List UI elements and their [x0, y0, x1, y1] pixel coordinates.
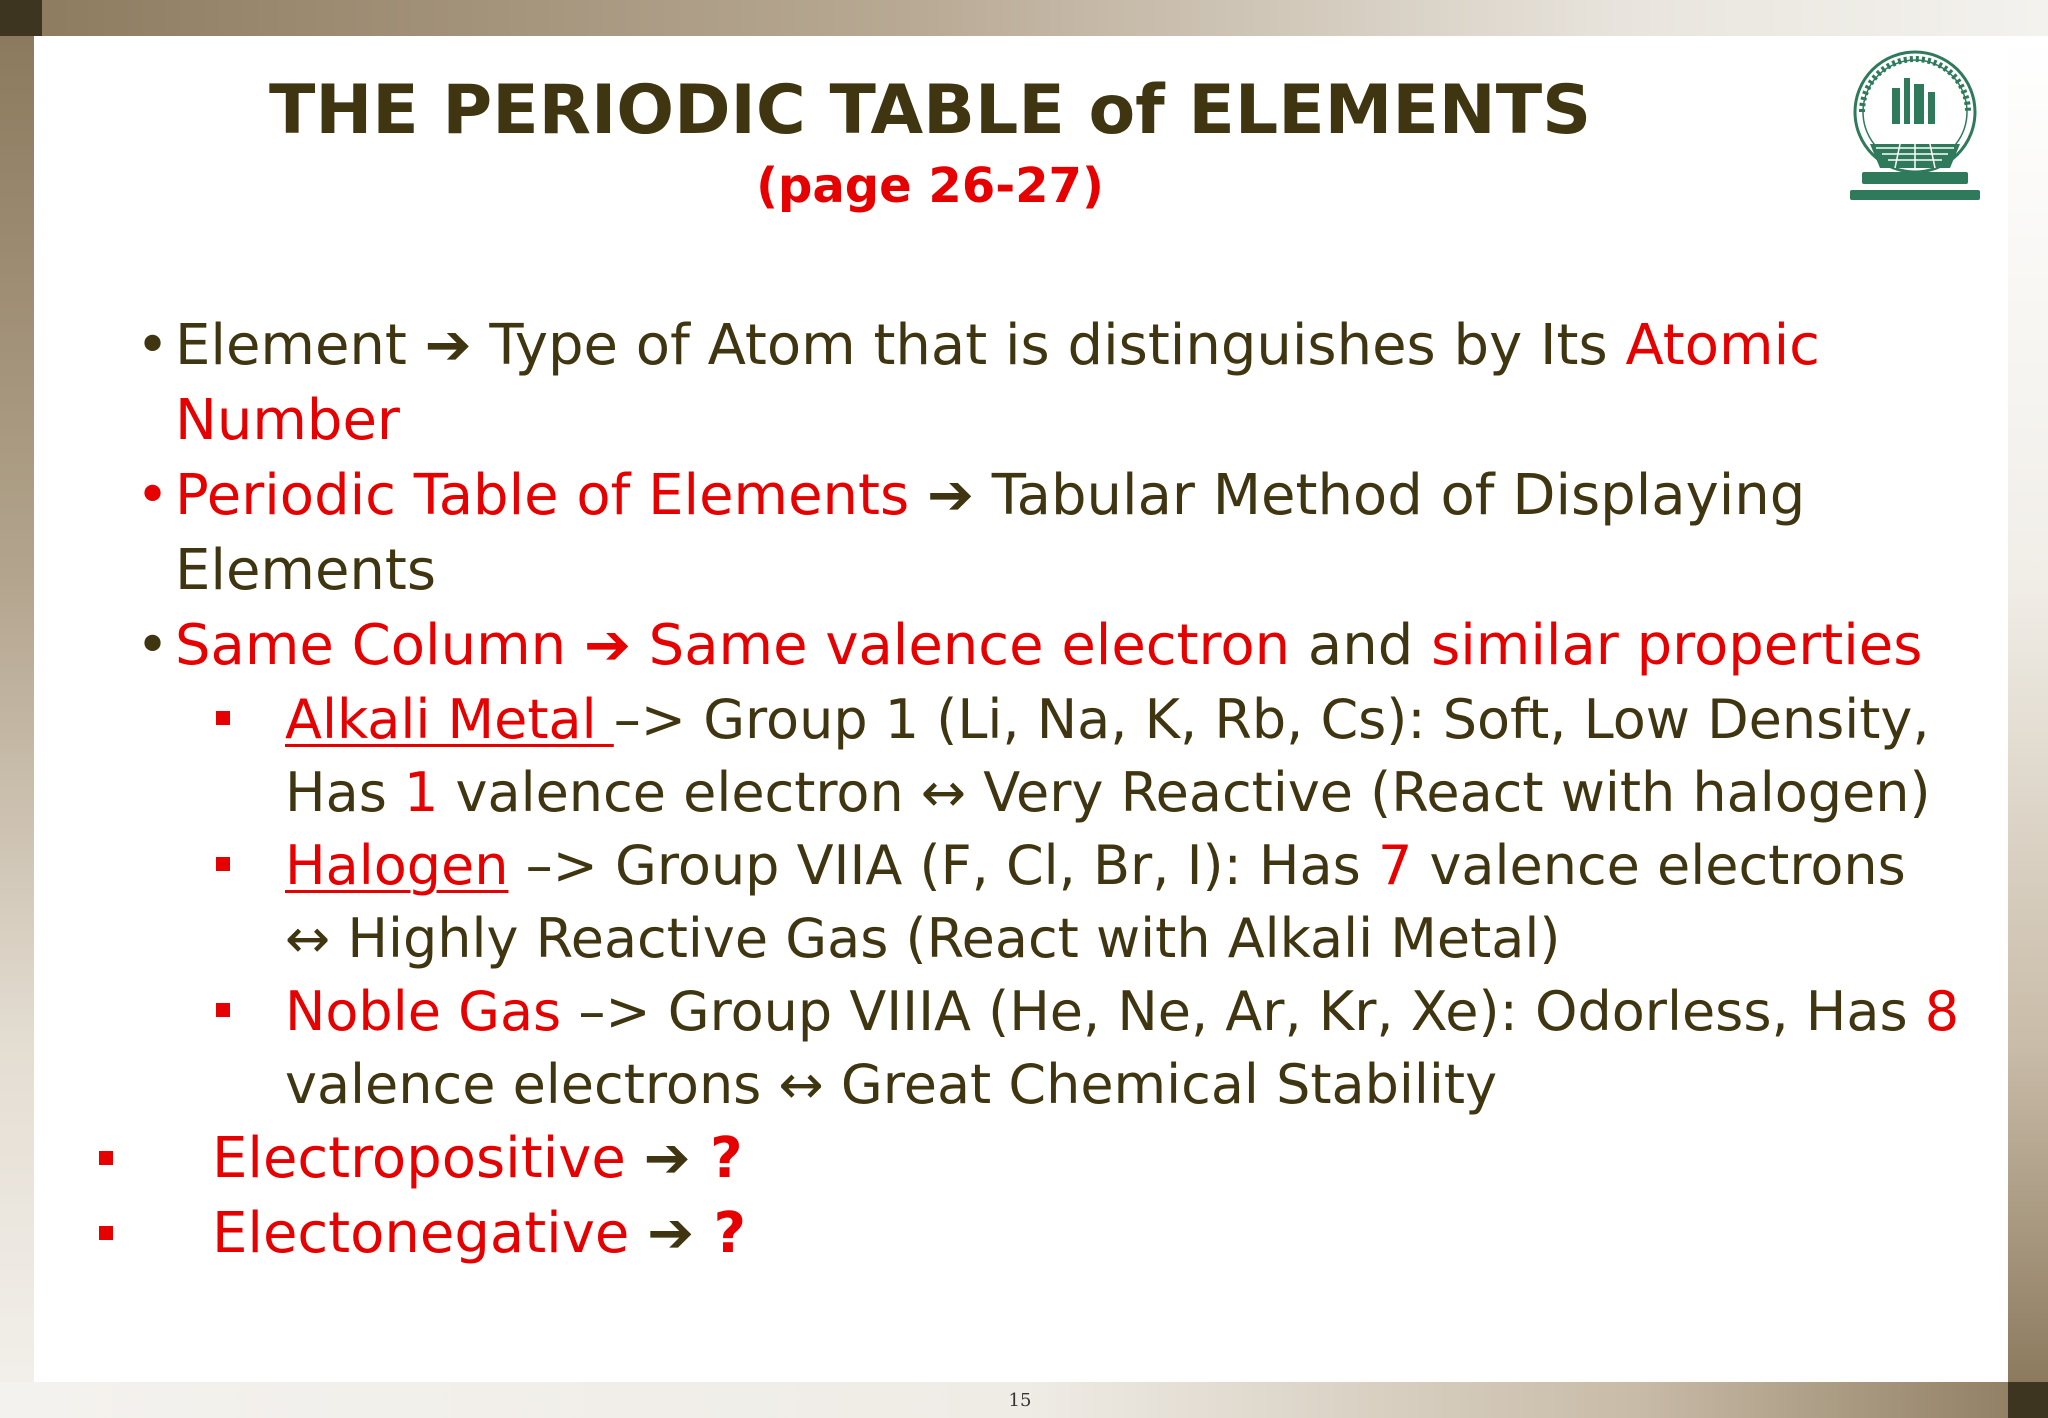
page-number: 15: [1008, 1390, 1032, 1411]
sub-bullet-text: valence electron: [438, 761, 921, 824]
bullet-text: Type of Atom that is distinguishes by Its: [471, 313, 1626, 378]
square-bullet-icon: [216, 1003, 230, 1017]
bullet-same-column: [130, 608, 1990, 683]
bullet-highlight: Periodic Table of Elements: [175, 463, 910, 528]
sub-bullet-noble-gas: [130, 975, 1990, 1048]
arrow-right-icon: ➔: [927, 463, 974, 528]
valence-number: 8: [1924, 980, 1960, 1043]
frame-bottom-corner: [2008, 1382, 2048, 1418]
sub-bullet-text: Very Reactive (React with halogen): [966, 761, 1931, 824]
sub-bullet-text: valence electrons: [1412, 834, 1906, 897]
arrow-right-icon: ➔: [647, 1201, 695, 1266]
sub-bullet-text: –> Group VIIIA (He, Ne, Ar, Kr, Xe): Odorless, Has: [561, 980, 1925, 1043]
arrow-right-icon: ➔: [583, 613, 631, 678]
bullet-continuation: Elements: [175, 538, 437, 603]
bullet-highlight: similar properties: [1431, 613, 1923, 678]
sub-bullet-continuation: [130, 902, 1990, 975]
square-bullet-icon: [99, 1226, 113, 1240]
sub-bullet-alkali-metal: [130, 683, 1990, 756]
slide-title: THE PERIODIC TABLE of ELEMENTS: [268, 71, 1592, 150]
square-bullet-icon: [216, 711, 230, 725]
bullet-dot: •: [136, 613, 170, 678]
bullet-continuation: Number: [175, 388, 400, 453]
sub-bullet-text: Has: [285, 761, 404, 824]
sub-bullet-text: –> Group VIIA (F, Cl, Br, I): Has: [508, 834, 1378, 897]
sub-bullet-halogen: [130, 829, 1990, 902]
bullet-text: Element: [175, 313, 425, 378]
bullet-text: Tabular Method of Displaying: [973, 463, 1806, 528]
term-alkali-metal: Alkali Metal: [285, 688, 614, 751]
term-electropositive: Electropositive: [212, 1126, 644, 1191]
double-arrow-icon: ↔: [285, 907, 331, 970]
arrow-right-icon: ➔: [424, 313, 472, 378]
double-arrow-icon: ↔: [920, 761, 967, 824]
bullet-highlight: Same Column: [175, 613, 584, 678]
bullet-periodic-table: [130, 458, 1990, 533]
frame-left-bar: [0, 36, 34, 1382]
frame-right-bar: [2008, 36, 2048, 1382]
square-bullet-icon: [216, 857, 230, 871]
college-logo-icon: [1840, 48, 1990, 208]
sub-bullet-continuation: [130, 1048, 1990, 1121]
question-mark: ?: [690, 1126, 743, 1191]
frame-top-bar: [0, 0, 2048, 36]
term-halogen: Halogen: [285, 834, 509, 897]
sub-bullet-text: –> Group 1 (Li, Na, K, Rb, Cs): Soft, Low Density,: [613, 688, 1930, 751]
question-mark: ?: [694, 1201, 747, 1266]
double-arrow-icon: ↔: [778, 1053, 824, 1116]
bullet-highlight: Same valence electron: [630, 613, 1291, 678]
bullet-highlight: Atomic: [1625, 313, 1820, 378]
sub-bullet-text: Highly Reactive Gas (React with Alkali Metal): [330, 907, 1561, 970]
bullet-electropositive: [85, 1121, 1990, 1196]
bullet-text: and: [1290, 613, 1432, 678]
slide-content: [130, 308, 1990, 1271]
term-noble-gas: Noble Gas: [285, 980, 562, 1043]
arrow-right-icon: ➔: [643, 1126, 691, 1191]
valence-number: 7: [1377, 834, 1413, 897]
jubail-industrial-college-logo: [1840, 48, 1990, 208]
term-electronegative: Electonegative: [212, 1201, 648, 1266]
slide-subtitle: (page 26-27): [756, 158, 1104, 214]
sub-bullet-continuation: [130, 756, 1990, 829]
valence-number: 1: [404, 761, 439, 824]
bullet-dot: •: [136, 313, 170, 378]
bullet-element: [130, 308, 1990, 383]
square-bullet-icon: [99, 1151, 113, 1165]
sub-bullet-text: valence electrons: [285, 1053, 779, 1116]
bullet-dot: •: [136, 463, 170, 528]
bullet-electronegative: [85, 1196, 1990, 1271]
frame-top-corner: [0, 0, 42, 36]
sub-bullet-text: Great Chemical Stability: [823, 1053, 1498, 1116]
